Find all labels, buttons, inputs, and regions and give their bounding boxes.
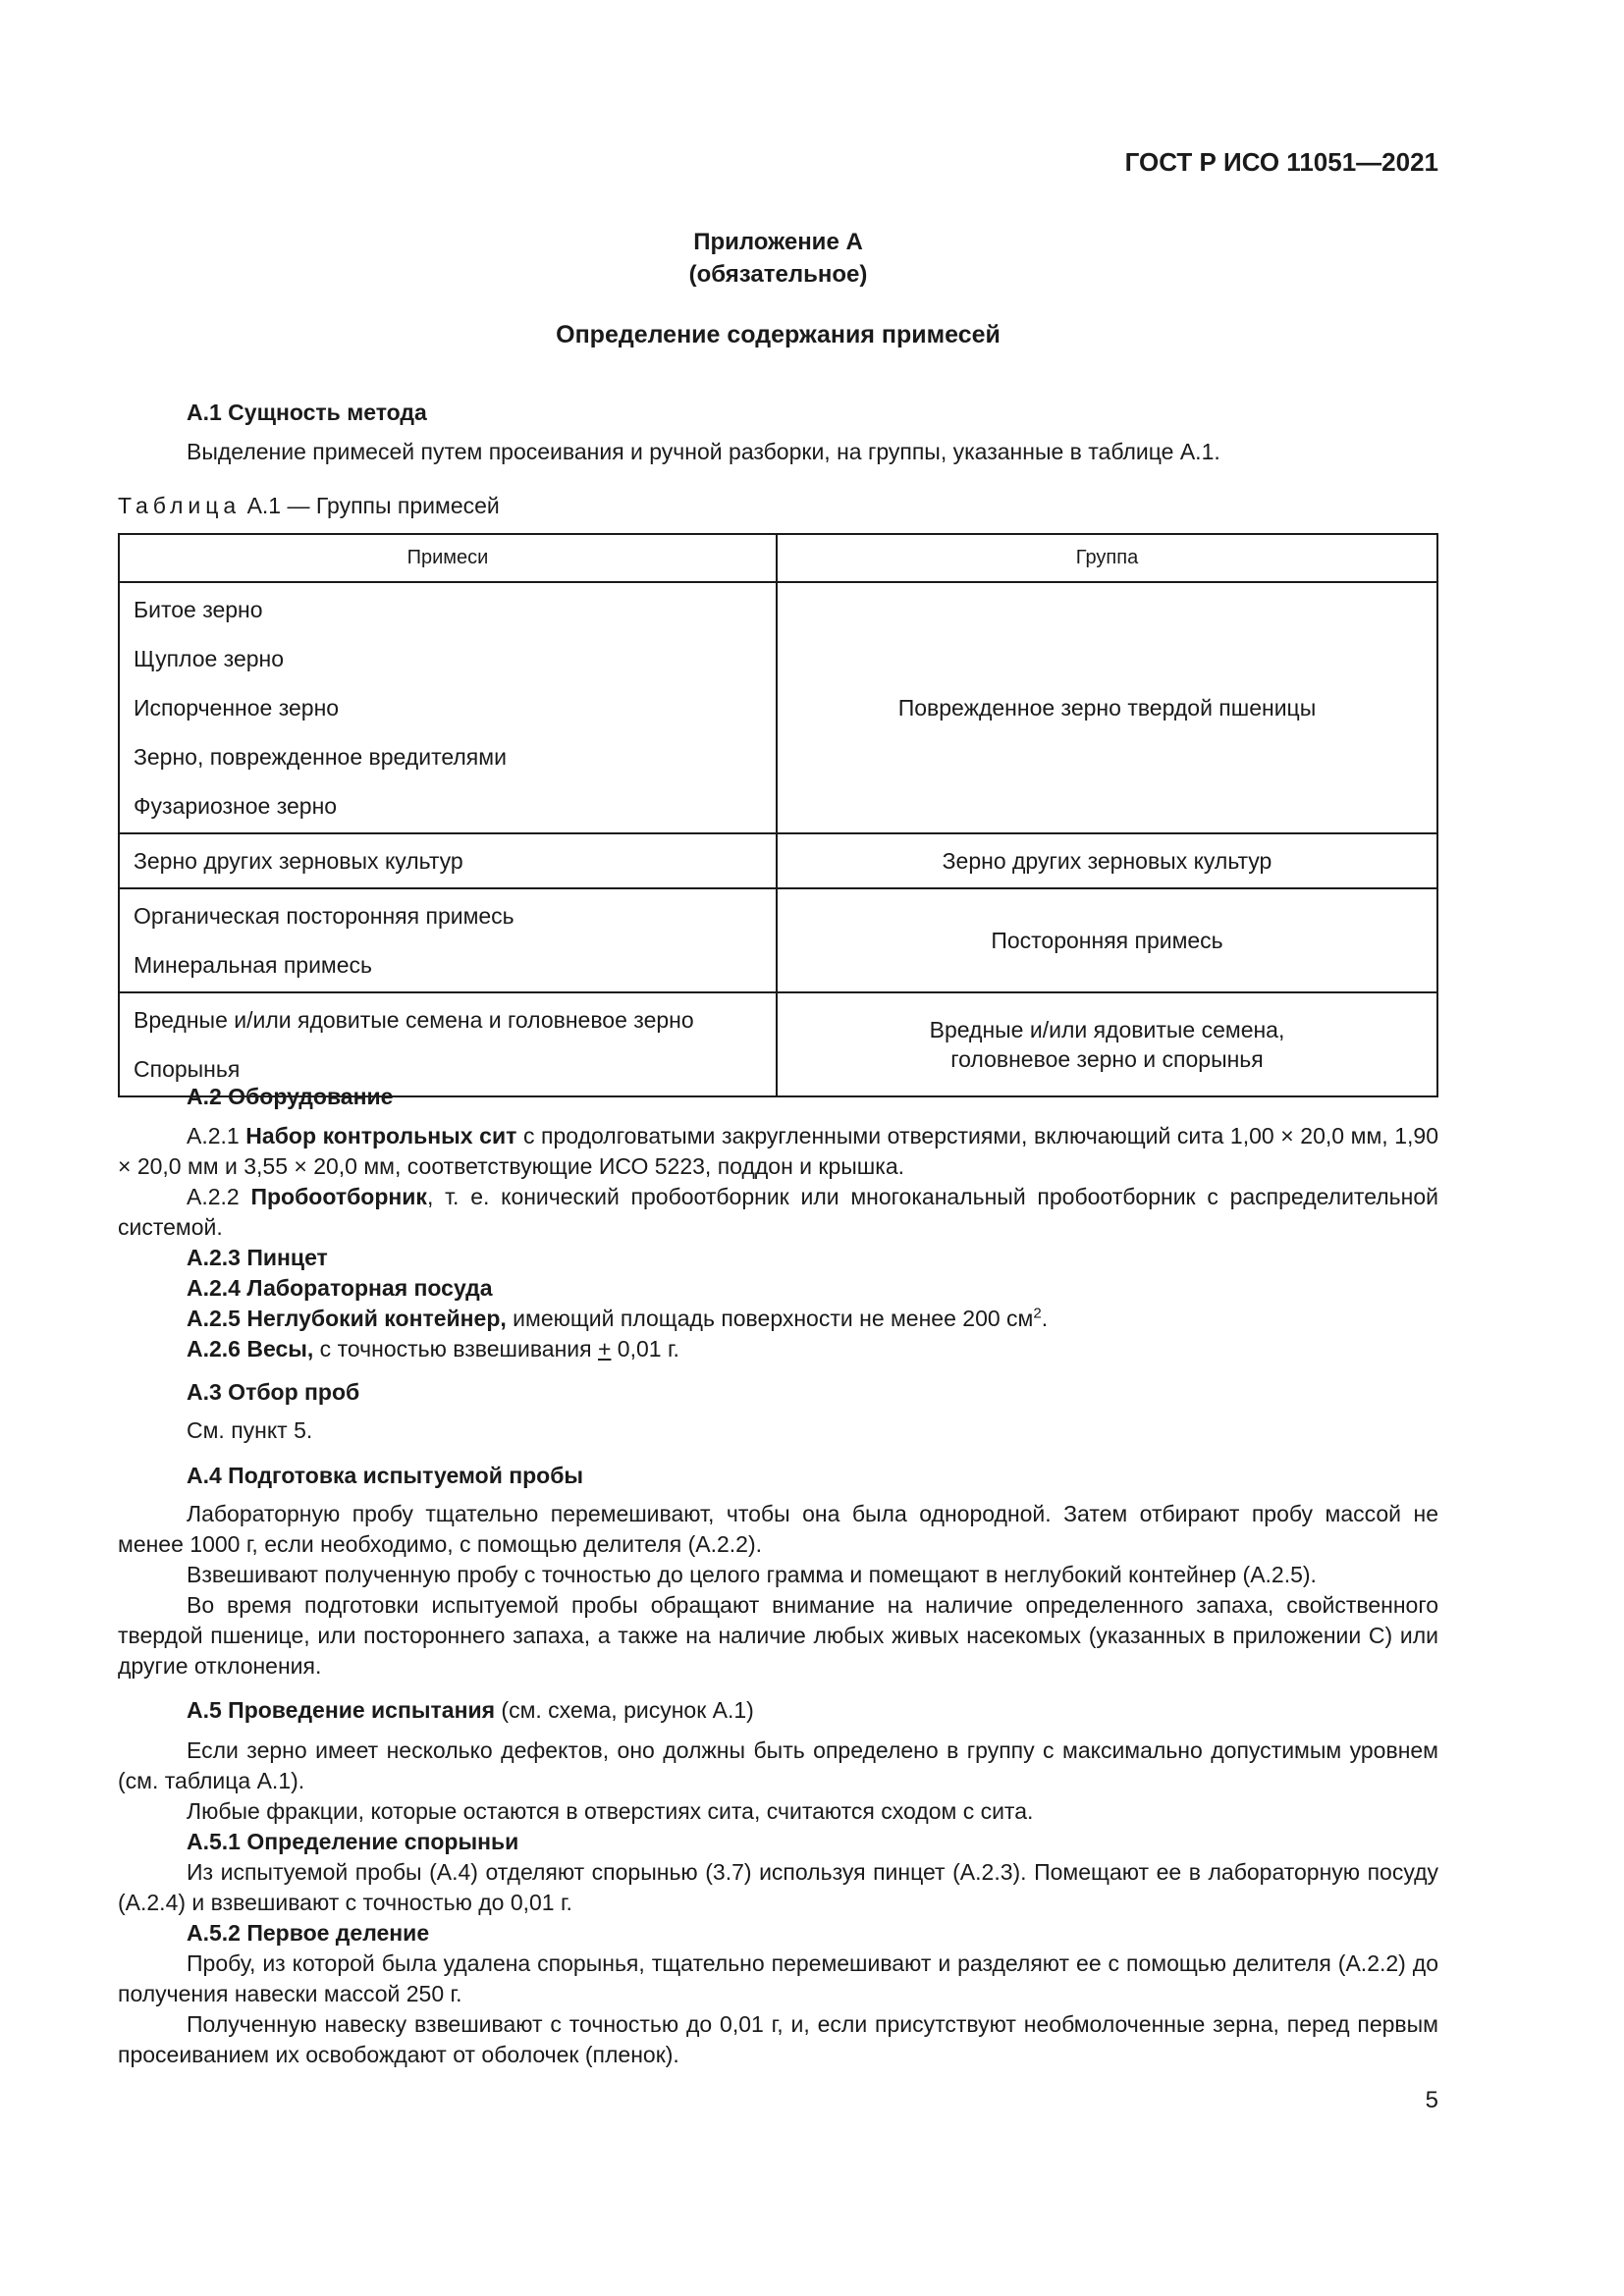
document-number: ГОСТ Р ИСО 11051—2021 — [1124, 147, 1438, 177]
a5-heading-rest: (см. схема, рисунок А.1) — [495, 1697, 754, 1723]
table-row — [119, 833, 1437, 888]
table-cell-items — [119, 833, 777, 888]
table-cell-group: Зерно других зерновых культур — [777, 833, 1437, 888]
table-caption-title: А.1 — Группы примесей — [241, 493, 500, 518]
section-a51-text: Из испытуемой пробы (А.4) отделяют спорынью (3.7) используя пинцет (А.2.3). Помещают ее в лабораторную посуду (А.2.4) и взвешивают с точностью до 0,01 г. — [118, 1859, 1438, 1915]
a21-term: Набор контрольных сит — [245, 1123, 517, 1148]
annex-heading: Определение содержания примесей — [556, 321, 1001, 348]
group-line: головневое зерно и спорынья — [950, 1046, 1264, 1072]
a25-superscript: 2 — [1033, 1305, 1042, 1322]
a26-term: А.2.6 Весы, — [187, 1336, 314, 1362]
annex-label: Приложение А — [693, 229, 863, 255]
section-a4-p2: Взвешивают полученную пробу с точностью до целого грамма и помещают в неглубокий контейнер (А.2.5). — [187, 1562, 1317, 1587]
table-header-impurities: Примеси — [119, 534, 777, 582]
table-row — [119, 888, 1437, 992]
a25-text: имеющий площадь поверхности не менее 200 см — [506, 1306, 1034, 1331]
a22-text: , т. е. конический пробоотборник или многоканальный пробоотборник с распределительной системой. — [118, 1184, 1438, 1240]
impurities-table — [118, 533, 1438, 1097]
section-a21 — [118, 1121, 1438, 1182]
list-item: Щуплое зерно — [134, 646, 285, 671]
section-a4-p1: Лабораторную пробу тщательно перемешивают, чтобы она была однородной. Затем отбирают пробу массой не менее 1000 г, если необходимо, с помощью делителя (А.2.2). — [118, 1501, 1438, 1557]
list-item: Битое зерно — [134, 597, 263, 622]
list-item: Фузариозное зерно — [134, 793, 338, 819]
section-a4-heading: А.4 Подготовка испытуемой пробы — [187, 1463, 584, 1488]
a25-term: А.2.5 Неглубокий контейнер, — [187, 1306, 507, 1331]
a26-text: с точностью взвешивания — [313, 1336, 598, 1362]
list-item: Спорынья — [134, 1056, 241, 1082]
table-cell-group: Поврежденное зерно твердой пшеницы — [777, 582, 1437, 833]
section-a5-heading — [118, 1695, 1438, 1726]
section-a52-heading: А.5.2 Первое деление — [187, 1920, 430, 1946]
page-number: 5 — [1425, 2087, 1438, 2113]
section-a22 — [118, 1182, 1438, 1243]
a21-text: с продолговатыми закругленными отверстиями, включающий сита 1,00 × 20,0 мм, 1,90 × 20,0 мм и 3,55 × 20,0 мм, соответствующие ИСО 5223, поддон и крышка. — [118, 1123, 1438, 1179]
annex-title — [118, 226, 1438, 291]
plus-minus-sign: + — [597, 1336, 612, 1362]
a5-heading-bold: А.5 Проведение испытания — [187, 1697, 496, 1723]
table-cell-items — [119, 582, 777, 833]
a25-end: . — [1041, 1306, 1049, 1331]
section-a26 — [118, 1334, 1438, 1364]
a22-term: Пробоотборник — [250, 1184, 427, 1209]
table-caption-word: Таблица — [118, 493, 242, 518]
table-cell-items — [119, 888, 777, 992]
section-a3-text: См. пункт 5. — [187, 1417, 313, 1443]
list-item: Зерно других зерновых культур — [134, 848, 463, 874]
list-item: Вредные и/или ядовитые семена и головневое зерно — [134, 1007, 694, 1033]
table-cell-group: Посторонняя примесь — [777, 888, 1437, 992]
section-a24: А.2.4 Лабораторная посуда — [187, 1275, 493, 1301]
table-header-group: Группа — [777, 534, 1437, 582]
section-a3-heading: А.3 Отбор проб — [187, 1379, 360, 1405]
section-a23: А.2.3 Пинцет — [187, 1245, 328, 1270]
section-a2-heading: А.2 Оборудование — [187, 1084, 394, 1109]
section-a1-heading: А.1 Сущность метода — [187, 400, 427, 425]
section-a25 — [118, 1304, 1438, 1334]
a26-end: 0,01 г. — [611, 1336, 679, 1362]
section-a51-heading: А.5.1 Определение спорыньи — [187, 1829, 519, 1854]
annex-status: (обязательное) — [688, 261, 868, 288]
section-a52-p2: Полученную навеску взвешивают с точностью до 0,01 г, и, если присутствуют необмолоченные зерна, перед первым просеиванием их освобождают от оболочек (пленок). — [118, 2011, 1438, 2067]
table-header-row — [119, 534, 1437, 582]
section-a1-text: Выделение примесей путем просеивания и ручной разборки, на группы, указанные в таблице А.1. — [187, 439, 1220, 464]
section-a5-p1: Если зерно имеет несколько дефектов, оно должны быть определено в группу с максимально допустимым уровнем (см. таблица А.1). — [118, 1737, 1438, 1793]
section-a5-p2: Любые фракции, которые остаются в отверстиях сита, считаются сходом с сита. — [187, 1798, 1034, 1824]
section-a4-p3: Во время подготовки испытуемой пробы обращают внимание на наличие определенного запаха, свойственного твердой пшенице, или постороннего запаха, а также на наличие любых живых насекомых (указанных в приложении С) или другие отклонения. — [118, 1592, 1438, 1679]
a22-number: А.2.2 — [187, 1184, 251, 1209]
list-item: Зерно, поврежденное вредителями — [134, 744, 507, 770]
group-line: Вредные и/или ядовитые семена, — [929, 1017, 1285, 1042]
a21-number: А.2.1 — [187, 1123, 246, 1148]
list-item: Испорченное зерно — [134, 695, 340, 721]
section-a52-p1: Пробу, из которой была удалена спорынья, тщательно перемешивают и разделяют ее с помощью делителя (А.2.2) до получения навески массой 250 г. — [118, 1950, 1438, 2006]
table-caption — [118, 491, 500, 521]
table-row — [119, 582, 1437, 833]
list-item: Органическая посторонняя примесь — [134, 903, 514, 929]
list-item: Минеральная примесь — [134, 952, 373, 978]
